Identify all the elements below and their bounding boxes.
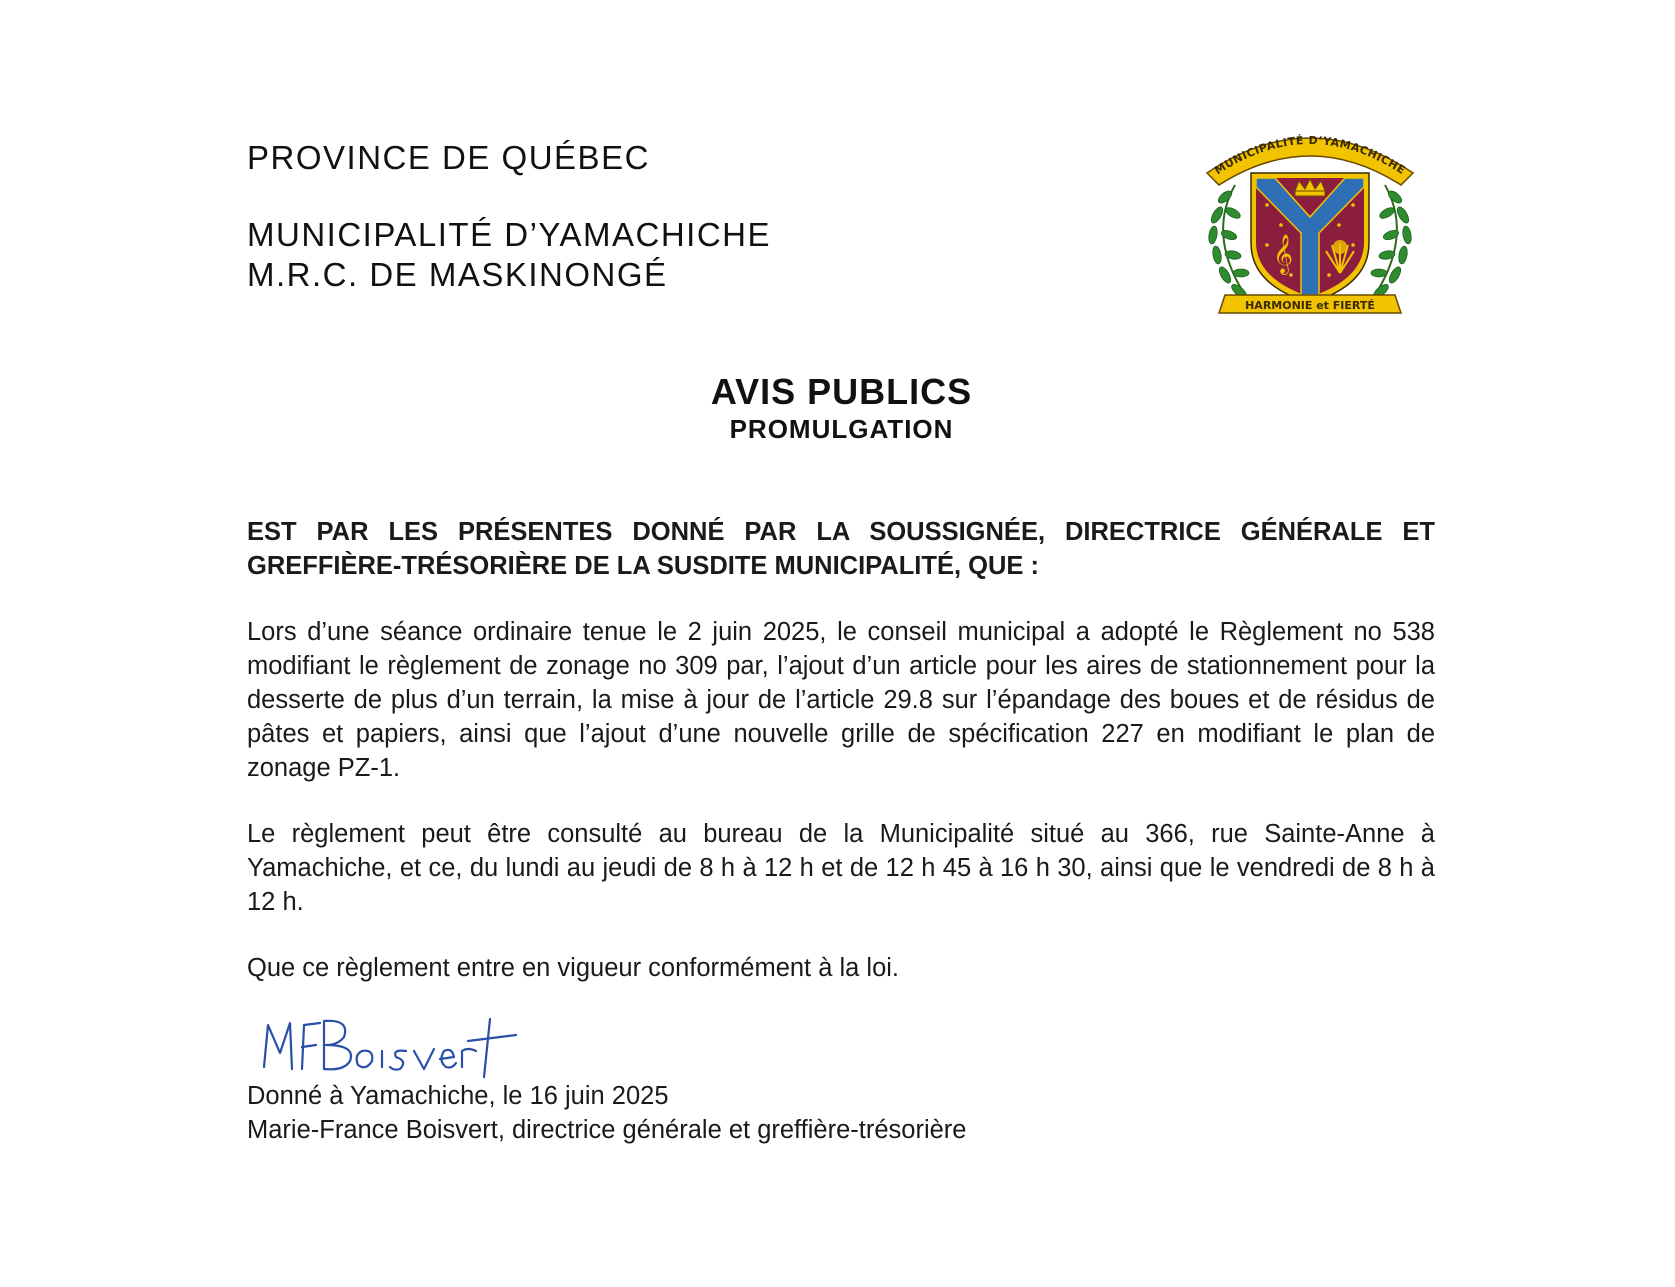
municipality-label: MUNICIPALITÉ D’YAMACHICHE bbox=[247, 216, 771, 253]
notice-title bbox=[0, 372, 1675, 446]
paragraph-consultation: Le règlement peut être consulté au bureau de la Municipalité situé au 366, rue Sainte-Anne à Yamachiche, et ce, du lundi au jeudi de 8 h à 12 h et de 12 h 45 à 16 h 30, ainsi que le vendredi de 8 h à 12 h. bbox=[247, 820, 1435, 916]
mrc-label: M.R.C. DE MASKINONGÉ bbox=[247, 256, 668, 293]
paragraph-in-force: Que ce règlement entre en vigueur conformément à la loi. bbox=[247, 954, 900, 982]
document-header bbox=[247, 138, 771, 295]
svg-text:MUNICIPALITÉ D’YAMACHICHE: MUNICIPALITÉ D’YAMACHICHE bbox=[1212, 133, 1408, 178]
municipal-coat-of-arms-icon bbox=[1195, 125, 1425, 331]
title-main: AVIS PUBLICS bbox=[710, 371, 973, 412]
handwritten-signature bbox=[258, 1005, 558, 1085]
closing-block bbox=[247, 1079, 966, 1147]
given-at-line: Donné à Yamachiche, le 16 juin 2025 bbox=[247, 1082, 669, 1110]
svg-text:HARMONIE et FIERTÉ: HARMONIE et FIERTÉ bbox=[1245, 299, 1375, 312]
signatory-line: Marie-France Boisvert, directrice générale et greffière-trésorière bbox=[247, 1116, 967, 1144]
notice-body bbox=[247, 515, 1435, 1017]
svg-text:𝄞: 𝄞 bbox=[1273, 234, 1294, 274]
intro-paragraph: EST PAR LES PRÉSENTES DONNÉ PAR LA SOUSSIGNÉE, DIRECTRICE GÉNÉRALE ET GREFFIÈRE-TRÉSORIÈRE DE LA SUSDITE MUNICIPALITÉ, QUE : bbox=[247, 518, 1435, 580]
title-sub: PROMULGATION bbox=[729, 414, 954, 444]
paragraph-adoption: Lors d’une séance ordinaire tenue le 2 juin 2025, le conseil municipal a adopté le Règlement no 538 modifiant le règlement de zonage no 309 par, l’ajout d’un article pour les aires de stationnement pour la desserte de plus d’un terrain, la mise à jour de l’article 29.8 sur l’épandage des boues et de résidus de pâtes et papiers, ainsi que l’ajout d’une nouvelle grille de spécification 227 en modifiant le plan de zonage PZ-1. bbox=[247, 618, 1435, 782]
province-label: PROVINCE DE QUÉBEC bbox=[247, 139, 650, 176]
